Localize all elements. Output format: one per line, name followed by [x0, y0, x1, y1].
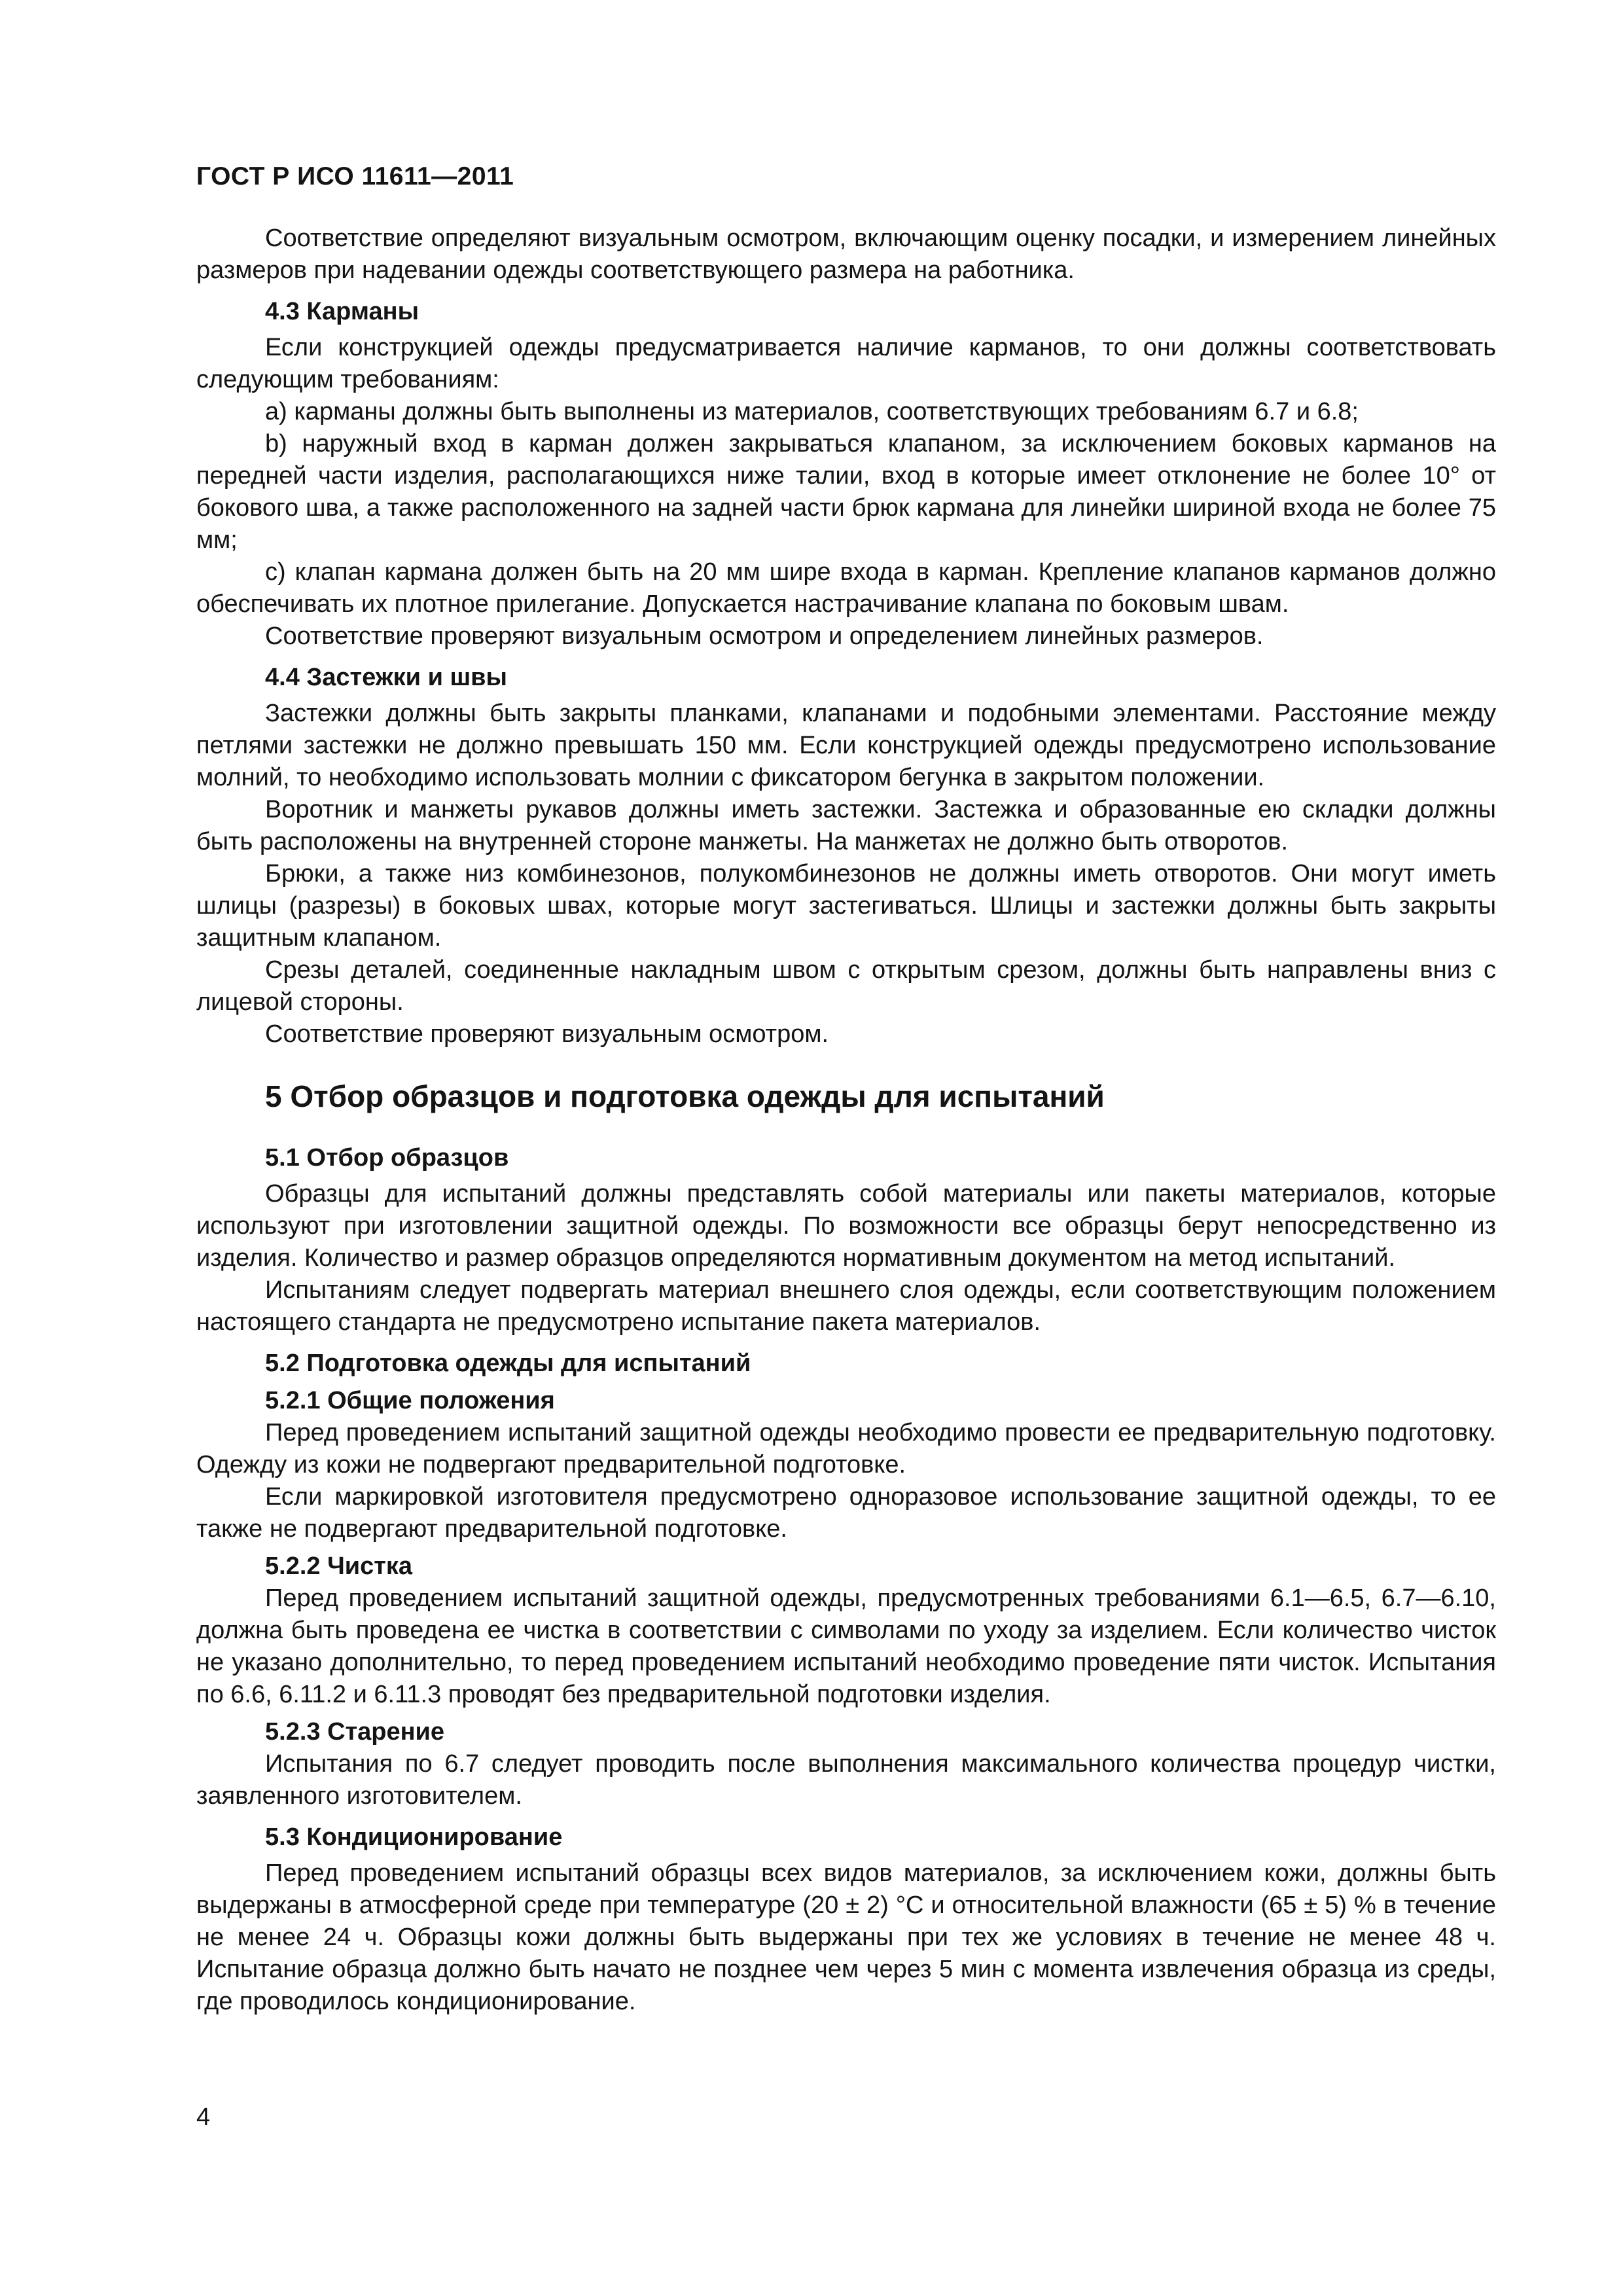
- paragraph: Соответствие проверяют визуальным осмотром и определением линейных размеров.: [265, 622, 1264, 650]
- paragraph: Соответствие определяют визуальным осмотром, включающим оценку посадки, и измерением линейных размеров при надевании одежды соответствующего размера на работника.: [196, 224, 1496, 284]
- paragraph: Образцы для испытаний должны представлять собой материалы или пакеты материалов, которые используют при изготовлении защитной одежды. По возможности все образцы берут непосредственно из изделия. Количество и размер образцов определяются нормативным документом на метод испытаний.: [196, 1180, 1496, 1272]
- subsection-title: 5.2.3 Старение: [265, 1718, 445, 1746]
- section-title: 5.2 Подготовка одежды для испытаний: [265, 1350, 751, 1377]
- paragraph: Перед проведением испытаний защитной одежды необходимо провести ее предварительную подготовку. Одежду из кожи не подвергают предварительной подготовке.: [196, 1419, 1496, 1479]
- paragraph: Брюки, а также низ комбинезонов, полукомбинезонов не должны иметь отворотов. Они могут иметь шлицы (разрезы) в боковых швах, которые могут застегиваться. Шлицы и застежки должны быть закрыты защитным клапаном.: [196, 860, 1496, 952]
- paragraph: Застежки должны быть закрыты планками, клапанами и подобными элементами. Расстояние между петлями застежки не должно превышать 150 мм. Если конструкцией одежды предусмотрено использование молний, то необходимо использовать молнии с фиксатором бегунка в закрытом положении.: [196, 700, 1496, 791]
- list-item: b) наружный вход в карман должен закрываться клапаном, за исключением боковых карманов на передней части изделия, располагающихся ниже талии, вход в которые имеет отклонение не более 10° от бокового шва, а также расположенного на задней части брюк кармана для линейки шириной входа не более 75 мм;: [196, 430, 1496, 554]
- list-item: c) клапан кармана должен быть на 20 мм шире входа в карман. Крепление клапанов карманов должно обеспечивать их плотное прилегание. Допускается настрачивание клапана по боковым швам.: [196, 558, 1496, 618]
- section-title: 5.3 Кондиционирование: [265, 1823, 563, 1851]
- section-title: 4.3 Карманы: [265, 298, 419, 325]
- document-header: ГОСТ Р ИСО 11611—2011: [196, 162, 514, 190]
- paragraph: Воротник и манжеты рукавов должны иметь застежки. Застежка и образованные ею складки должны быть расположены на внутренней стороне манжеты. На манжетах не должно быть отворотов.: [196, 796, 1496, 855]
- section-title: 4.4 Застежки и швы: [265, 664, 507, 691]
- paragraph: Если маркировкой изготовителя предусмотрено одноразовое использование защитной одежды, то ее также не подвергают предварительной подготовке.: [196, 1483, 1496, 1543]
- chapter-title: 5 Отбор образцов и подготовка одежды для испытаний: [265, 1079, 1105, 1113]
- page-number: 4: [196, 2104, 211, 2131]
- paragraph: Если конструкцией одежды предусматривается наличие карманов, то они должны соответствовать следующим требованиям:: [196, 334, 1496, 393]
- paragraph: Срезы деталей, соединенные накладным швом с открытым срезом, должны быть направлены вниз с лицевой стороны.: [196, 956, 1496, 1016]
- section-title: 5.1 Отбор образцов: [265, 1144, 509, 1172]
- document-body: [196, 223, 1496, 2018]
- list-item: а) карманы должны быть выполнены из материалов, соответствующих требованиям 6.7 и 6.8;: [265, 398, 1359, 425]
- subsection-title: 5.2.2 Чистка: [265, 1552, 413, 1580]
- subsection-title: 5.2.1 Общие положения: [265, 1387, 555, 1414]
- paragraph: Испытания по 6.7 следует проводить после выполнения максимального количества процедур чистки, заявленного изготовителем.: [196, 1750, 1496, 1810]
- paragraph: Соответствие проверяют визуальным осмотром.: [265, 1020, 829, 1048]
- paragraph: Испытаниям следует подвергать материал внешнего слоя одежды, если соответствующим положением настоящего стандарта не предусмотрено испытание пакета материалов.: [196, 1276, 1496, 1336]
- paragraph: Перед проведением испытаний защитной одежды, предусмотренных требованиями 6.1—6.5, 6.7—6.10, должна быть проведена ее чистка в соответствии с символами по уходу за изделием. Если количество чисток не указано дополнительно, то перед проведением испытаний необходимо проведение пяти чисток. Испытания по 6.6, 6.11.2 и 6.11.3 проводят без предварительной подготовки изделия.: [196, 1585, 1496, 1708]
- paragraph: Перед проведением испытаний образцы всех видов материалов, за исключением кожи, должны быть выдержаны в атмосферной среде при температуре (20 ± 2) °С и относительной влажности (65 ± 5) % в течение не менее 24 ч. Образцы кожи должны быть выдержаны при тех же условиях в течение не менее 48 ч. Испытание образца должно быть начато не позднее чем через 5 мин с момента извлечения образца из среды, где проводилось кондиционирование.: [196, 1859, 1496, 2015]
